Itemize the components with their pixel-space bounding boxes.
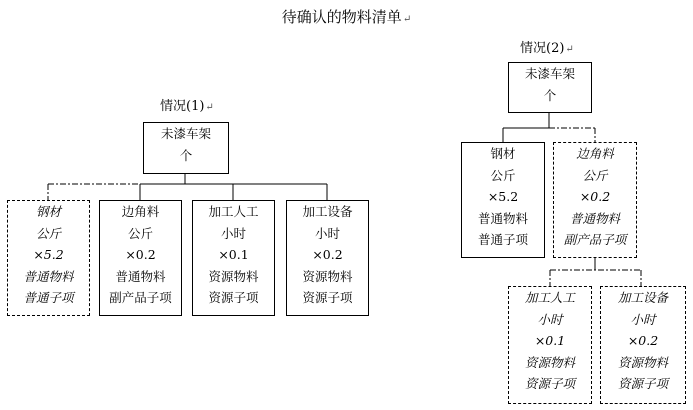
case1-node-labor: 加工人工 小时 ×0.1 资源物料 资源子项 [192,200,275,316]
case1-root-node: 未漆车架 个 [143,122,229,174]
case1-node-scrap: 边角料 公斤 ×0.2 普通物料 副产品子项 [99,200,182,316]
case2-root-node: 未漆车架 个 [508,62,592,113]
case1-node-equipment: 加工设备 小时 ×0.2 资源物料 资源子项 [286,200,369,316]
case2-node-scrap: 边角料 公斤 ×0.2 普通物料 副产品子项 [553,142,637,258]
case2-label: 情况(2)↵ [520,41,574,56]
case1-label: 情况(1)↵ [160,99,214,114]
case2-node-equipment: 加工设备 小时 ×0.2 资源物料 资源子项 [600,286,686,404]
case2-node-labor: 加工人工 小时 ×0.1 资源物料 资源子项 [508,286,592,404]
case2-node-steel: 钢材 公斤 ×5.2 普通物料 普通子项 [461,142,545,258]
case1-node-steel: 钢材 公斤 ×5.2 普通物料 普通子项 [7,200,90,316]
diagram-title: 待确认的物料清单↵ [281,8,412,26]
